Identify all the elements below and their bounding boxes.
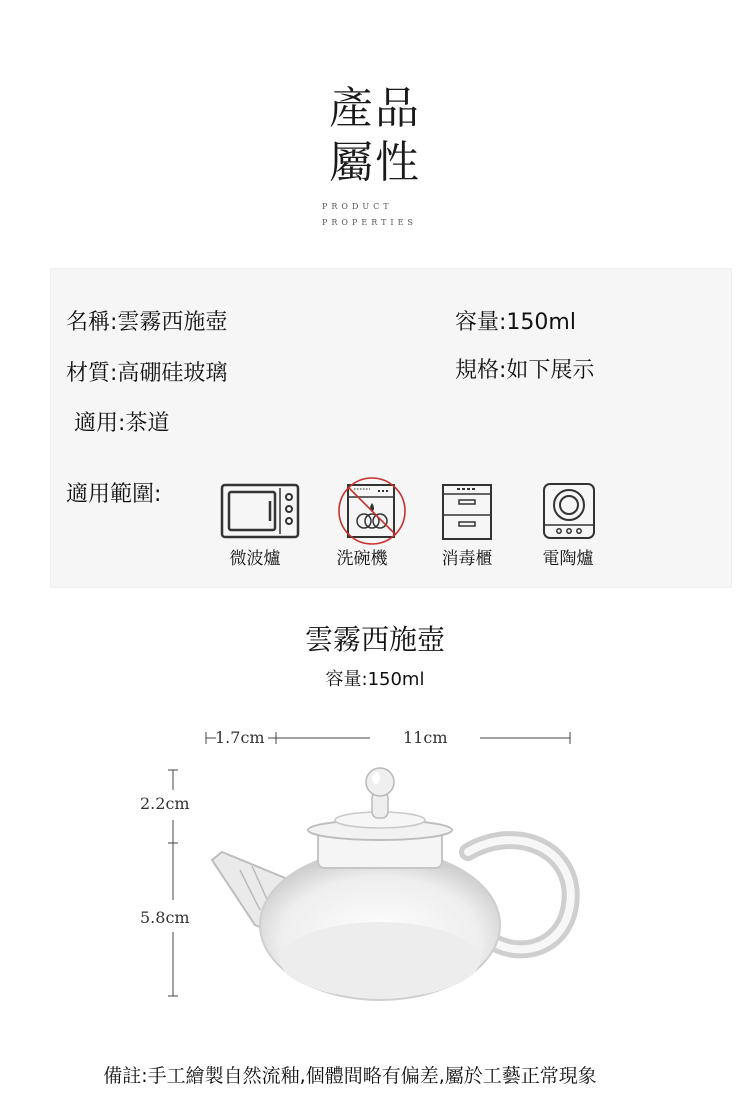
electric-ceramic-stove-icon [541,481,597,541]
dimension-lid-height: 2.2cm [140,794,190,813]
appliance-label-ceramic-stove: 電陶爐 [542,549,594,569]
dimension-width: 11cm [403,728,448,747]
appliance-label-microwave: 微波爐 [229,549,281,569]
page-title-line2: 屬性 [329,137,421,188]
property-usage: 適用:茶道 [74,411,170,436]
property-material: 材質:高硼硅玻璃 [66,361,228,386]
craft-note: 備註:手工繪製自然流釉,個體間略有偏差,屬於工藝正常現象 [103,1065,597,1087]
appliance-label-sterilizer: 消毒櫃 [441,549,493,569]
microwave-icon [220,483,300,541]
glass-teapot-image [200,760,590,1010]
property-name: 名稱:雲霧西施壺 [66,310,228,335]
dimension-body-height: 5.8cm [140,908,190,927]
appliance-label-dishwasher: 洗碗機 [336,549,388,569]
property-scope-label: 適用範圍: [66,482,162,507]
product-capacity: 容量:150ml [325,669,425,690]
dimension-spout: 1.7cm [215,728,265,747]
page-subtitle-line1: PRODUCT [322,202,393,211]
dishwasher-icon [336,475,408,547]
page-title-line1: 產品 [329,83,421,134]
property-capacity: 容量:150ml [455,310,576,335]
sterilizer-cabinet-icon [440,483,494,541]
property-spec: 規格:如下展示 [455,358,595,383]
product-name: 雲霧西施壺 [304,623,445,656]
page-subtitle-line2: PROPERTIES [322,218,417,227]
